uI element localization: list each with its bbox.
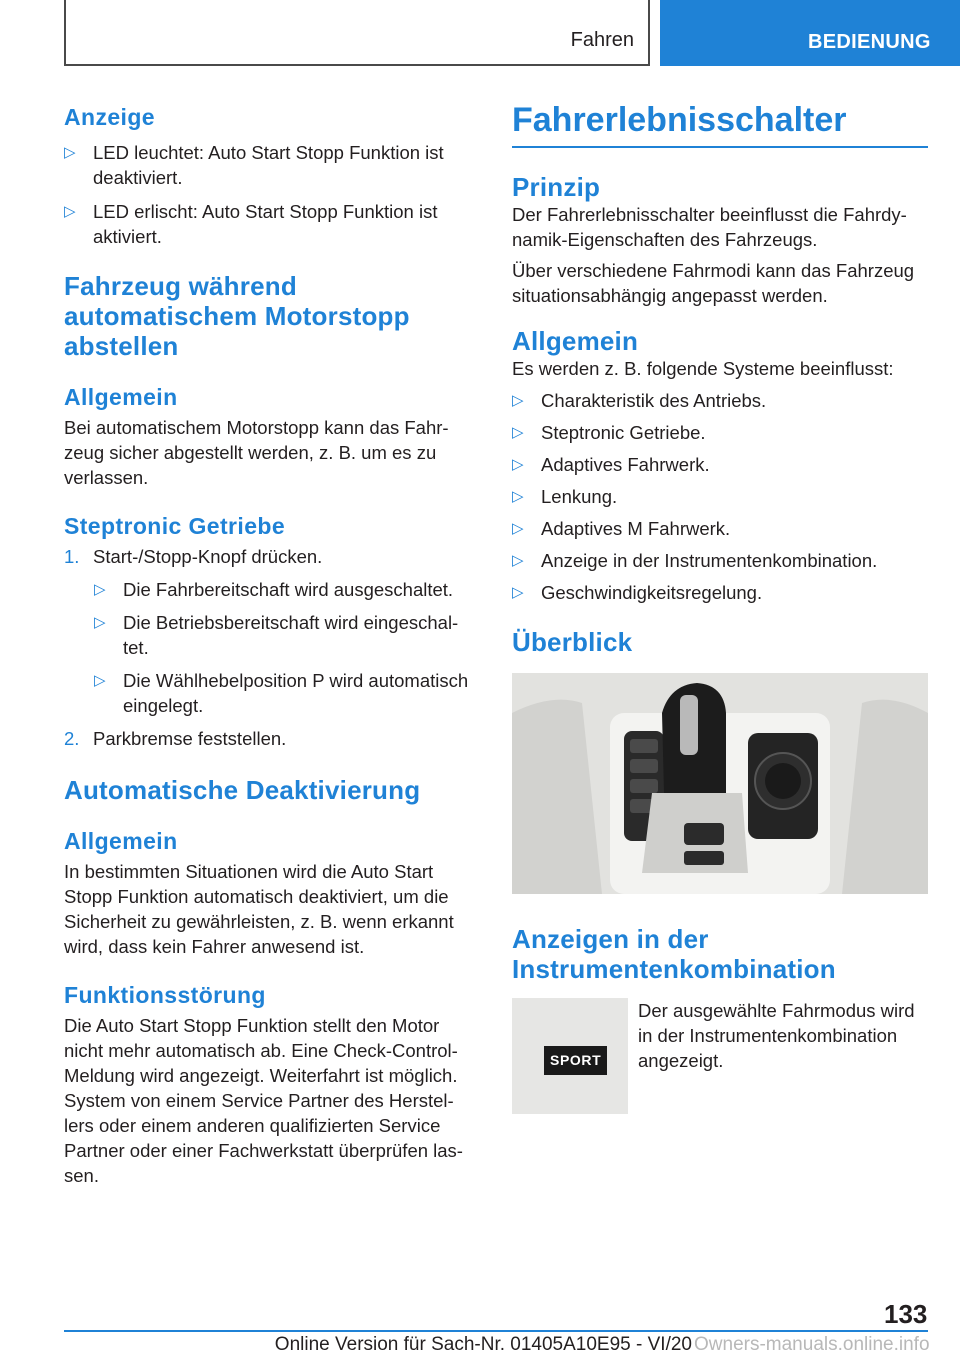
list-item: ▷ Steptronic Getriebe. bbox=[512, 422, 706, 443]
triangle-bullet-icon: ▷ bbox=[512, 520, 524, 537]
step-item: 1. Start-/Stopp-Knopf drücken. bbox=[64, 546, 323, 567]
allgemein-text: Es werden z. B. folgende Systeme beeinflusst: bbox=[512, 358, 894, 379]
title-rule bbox=[512, 146, 928, 148]
allgemein-text: Bei automatischem Motorstopp kann das Fahr-zeug sicher abgestellt werden, z. B. um es zu verlassen. bbox=[64, 417, 449, 488]
allgemein-heading: Allgemein bbox=[64, 828, 178, 854]
fahrzeug-heading: Fahrzeug während automatischem Motorstopp abstellen bbox=[64, 271, 410, 361]
allgemein-text: In bestimmten Situationen wird die Auto Start Stopp Funktion automatisch deaktiviert, um die Sicherheit zu gewährleisten, z. B. wenn erkannt wird, dass kein Fahrer anwesend ist. bbox=[64, 861, 454, 957]
allgemein-heading: Allgemein bbox=[512, 326, 639, 356]
page-number: 133 bbox=[884, 1299, 928, 1329]
stoerung-text: Die Auto Start Stopp Funktion stellt den Motor nicht mehr automatisch ab. Eine Check-Control-Meldung wird angezeigt. Weiterfahrt ist möglich. System von einem Service Partner des Herstel-lers oder einem anderen qualifizierten Service Partner oder einer Fachwerkstatt überprüfen las-sen. bbox=[64, 1015, 463, 1186]
triangle-bullet-icon: ▷ bbox=[512, 456, 524, 473]
step-item: 2. Parkbremse feststellen. bbox=[64, 728, 287, 749]
footer-rule bbox=[64, 1330, 928, 1332]
header-box bbox=[64, 0, 650, 66]
allgemein-heading: Allgemein bbox=[64, 384, 178, 410]
deaktivierung-heading: Automatische Deaktivierung bbox=[64, 775, 421, 805]
sport-mode-badge: SPORT bbox=[544, 1046, 607, 1075]
page-title: Fahrerlebnisschalter bbox=[512, 101, 847, 139]
left-column bbox=[64, 100, 482, 1194]
sport-display-block bbox=[512, 998, 928, 1116]
stoerung-heading: Funktionsstörung bbox=[64, 982, 266, 1008]
footer-watermark: Owners-manuals.online.info bbox=[694, 1334, 930, 1355]
triangle-bullet-icon: ▷ bbox=[94, 614, 106, 631]
triangle-bullet-icon: ▷ bbox=[512, 488, 524, 505]
prinzip-text: Über verschiedene Fahrmodi kann das Fahrzeug situationsabhängig angepasst werden. bbox=[512, 260, 915, 306]
ueberblick-heading: Überblick bbox=[512, 627, 633, 657]
triangle-bullet-icon: ▷ bbox=[64, 203, 76, 220]
list-item: ▷ Die Wählhebelposition P wird automatisch eingelegt. bbox=[94, 670, 469, 716]
center-console-illustration bbox=[512, 673, 928, 894]
list-item: ▷ Anzeige in der Instrumentenkombination. bbox=[512, 550, 878, 571]
list-item: ▷ Die Betriebsbereitschaft wird eingeschal-tet. bbox=[94, 612, 459, 658]
steptronic-heading: Steptronic Getriebe bbox=[64, 513, 286, 539]
list-item: ▷ Charakteristik des Antriebs. bbox=[512, 390, 767, 411]
header-tab[interactable] bbox=[660, 0, 960, 66]
anzeige-heading: Anzeige bbox=[64, 104, 155, 130]
anzeigen-heading: Anzeigen in der Instrumentenkombination bbox=[512, 924, 836, 984]
list-item: ▷ Lenkung. bbox=[512, 486, 618, 507]
list-item: ▷ Die Fahrbereitschaft wird ausgeschaltet. bbox=[94, 579, 454, 600]
list-item: ▷ LED erlischt: Auto Start Stopp Funktion ist aktiviert. bbox=[64, 201, 438, 247]
triangle-bullet-icon: ▷ bbox=[512, 552, 524, 569]
prinzip-heading: Prinzip bbox=[512, 172, 601, 202]
triangle-bullet-icon: ▷ bbox=[512, 584, 524, 601]
list-item: ▷ Adaptives Fahrwerk. bbox=[512, 454, 710, 475]
right-column bbox=[512, 100, 928, 1116]
list-item: ▷ LED leuchtet: Auto Start Stopp Funktion ist deaktiviert. bbox=[64, 142, 444, 188]
triangle-bullet-icon: ▷ bbox=[94, 581, 106, 598]
list-item: ▷ Geschwindigkeitsregelung. bbox=[512, 582, 763, 603]
header-tab-label: BEDIENUNG bbox=[808, 31, 931, 53]
anzeigen-text: Der ausgewählte Fahrmodus wird in der Instrumentenkombination angezeigt. bbox=[638, 1000, 915, 1071]
sport-display-image bbox=[512, 998, 628, 1114]
footer-online-version: Online Version für Sach-Nr. 01405A10E95 - VI/20 bbox=[274, 1334, 692, 1355]
triangle-bullet-icon: ▷ bbox=[512, 392, 524, 409]
prinzip-text: Der Fahrerlebnisschalter beeinflusst die Fahrdy-namik-Eigenschaften des Fahrzeugs. bbox=[512, 204, 907, 250]
list-item: ▷ Adaptives M Fahrwerk. bbox=[512, 518, 731, 539]
header-section: Fahren bbox=[570, 29, 634, 51]
triangle-bullet-icon: ▷ bbox=[94, 672, 106, 689]
center-console-photo bbox=[512, 673, 928, 894]
triangle-bullet-icon: ▷ bbox=[512, 424, 524, 441]
triangle-bullet-icon: ▷ bbox=[64, 144, 76, 161]
